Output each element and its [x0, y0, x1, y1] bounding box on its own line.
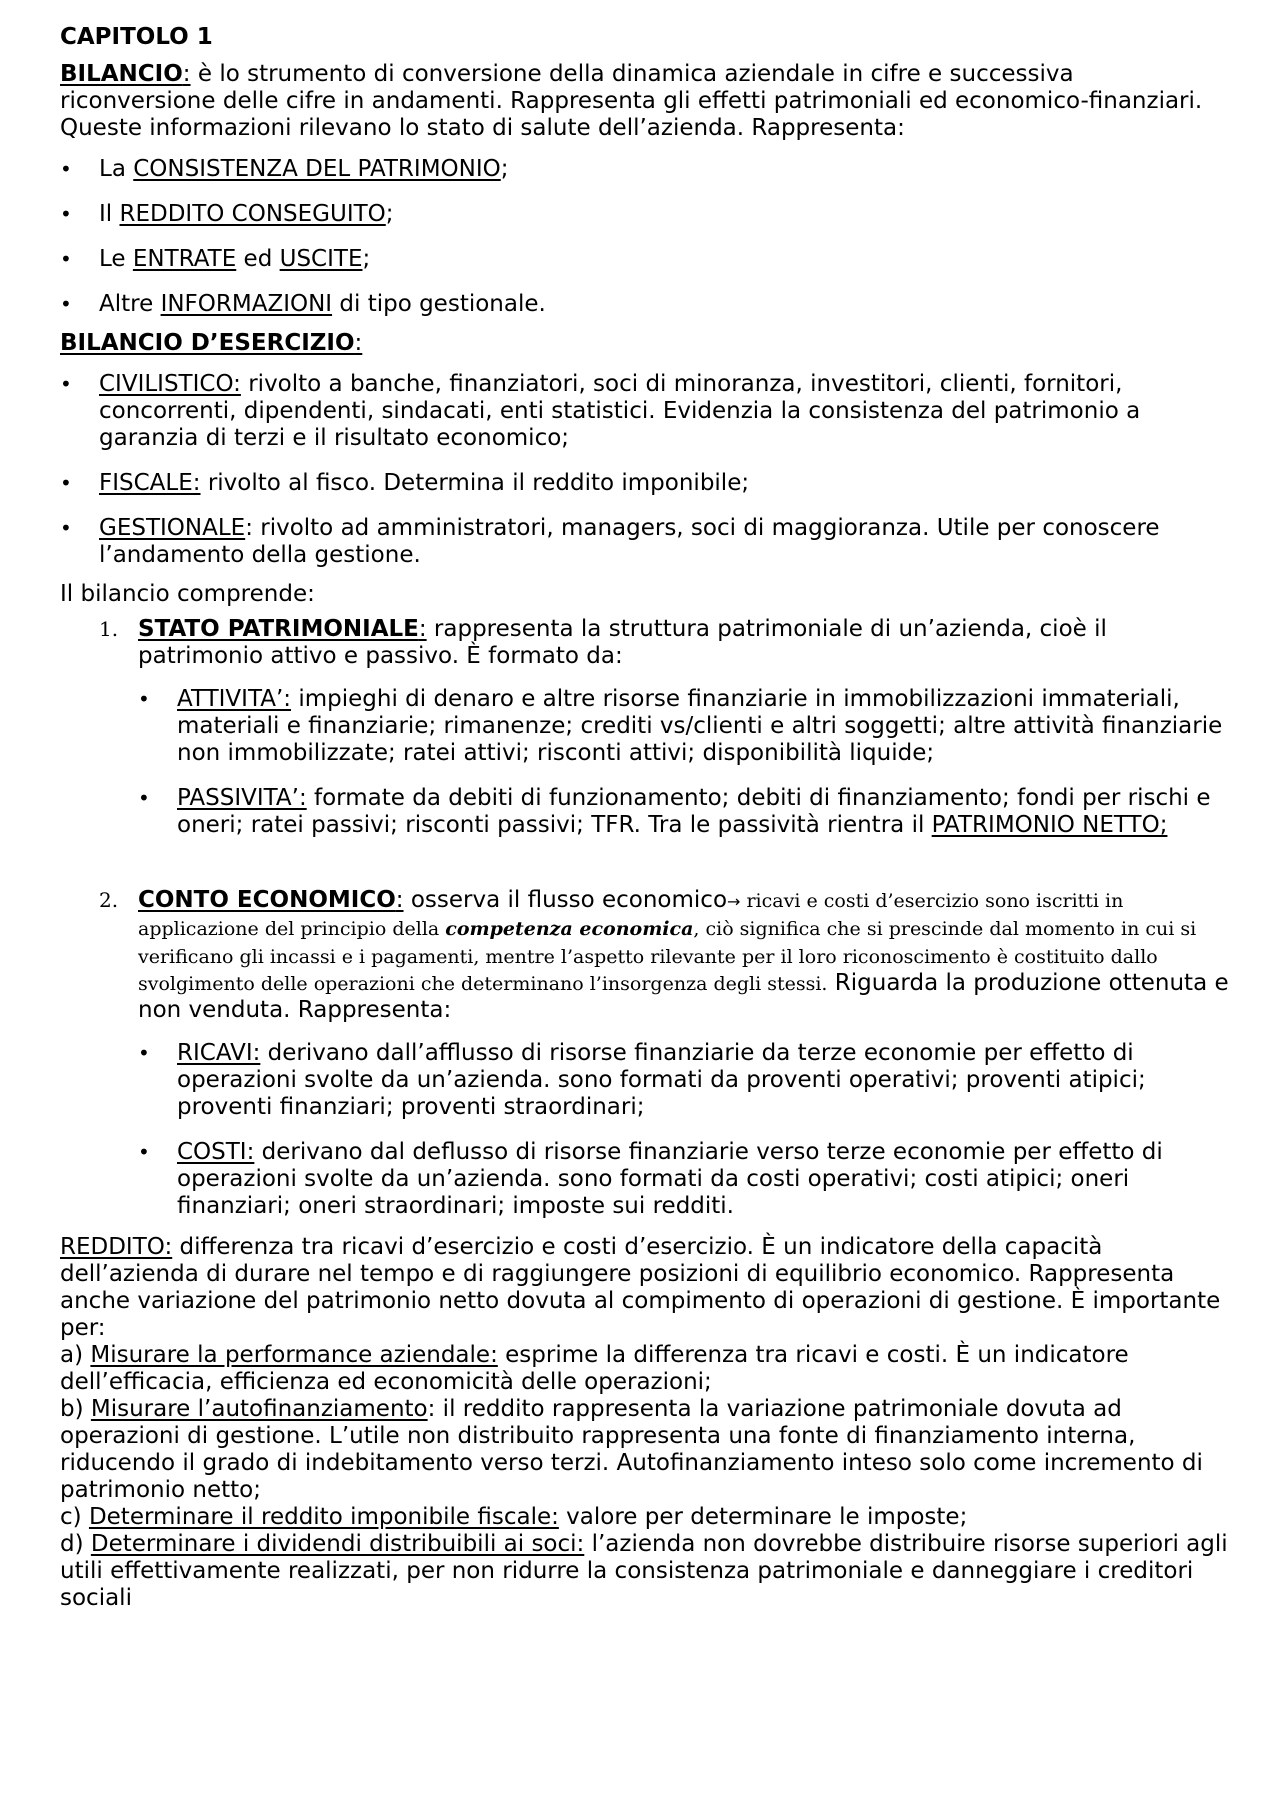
reddito-point-c: c) Determinare il reddito imponibile fiscale: valore per determinare le imposte; [60, 1504, 968, 1530]
list-item: • GESTIONALE: rivolto ad amministratori, managers, soci di maggioranza. Utile per conoscere l’andamento della gestione. [60, 515, 1230, 569]
conto-economico-item: 2. CONTO ECONOMICO: osserva il flusso economico→ ricavi e costi d’esercizio sono iscritti in applicazione del principio della competenza economica, ciò significa che si prescinde dal momento in cui si verificano gli incassi e i pagamenti, mentre l’aspetto rilevante per il loro riconoscimento è costituito dallo svolgimento delle operazioni che determinano l’insorgenza degli stessi. Riguarda la produzione ottenuta e non venduta. Rappresenta: • RICAVI: derivano dall’afflusso di risorse finanziarie da terze economie per effetto di operazioni svolte da un’azienda. sono formati da proventi operativi; proventi atipici; proventi finanziari; proventi straordinari; • COSTI: derivano dal deflusso di risorse finanziarie verso terze economie per effetto di operazioni svolte da un’azienda. sono formati da costi operativi; costi atipici; oneri finanziari; oneri straordinari; imposte sui redditi. [99, 887, 1230, 1220]
bilancio-definition: BILANCIO: è lo strumento di conversione della dinamica aziendale in cifre e successiva riconversione delle cifre in andamenti. Rappresenta gli effetti patrimoniali ed economico-finanziari. Queste informazioni rilevano lo stato di salute dell’azienda. Rappresenta: [60, 61, 1203, 141]
list-item: • ATTIVITA’: impieghi di denaro e altre risorse finanziarie in immobilizzazioni immateriali, materiali e finanziarie; rimanenze; crediti vs/clienti e altri soggetti; altre attività finanziarie non immobilizzate; ratei attivi; risconti attivi; disponibilità liquide; [138, 686, 1230, 767]
list-item: • RICAVI: derivano dall’afflusso di risorse finanziarie da terze economie per effetto di operazioni svolte da un’azienda. sono formati da proventi operativi; proventi atipici; proventi finanziari; proventi straordinari; [138, 1040, 1230, 1121]
esercizio-heading: BILANCIO D’ESERCIZIO: [60, 330, 363, 356]
list-item: • Altre INFORMAZIONI di tipo gestionale. [60, 291, 1230, 318]
reddito-point-b: b) Misurare l’autofinanziamento: il reddito rappresenta la variazione patrimoniale dovuta ad operazioni di gestione. L’utile non distribuito rappresenta una fonte di finanziamento interna, riducendo il grado di indebitamento verso terzi. Autofinanziamento inteso solo come incremento di patrimonio netto; [60, 1396, 1203, 1503]
bilancio-parts-list [60, 616, 1230, 1220]
document-page [60, 24, 1230, 1612]
reddito-point-a: a) Misurare la performance aziendale: esprime la differenza tra ricavi e costi. È un indicatore dell’efficacia, efficienza ed economicità delle operazioni; [60, 1342, 1129, 1395]
arrow-icon: → [727, 892, 741, 911]
list-item: • Il REDDITO CONSEGUITO; [60, 201, 1230, 228]
list-item: • CIVILISTICO: rivolto a banche, finanziatori, soci di minoranza, investitori, clienti, fornitori, concorrenti, dipendenti, sindacati, enti statistici. Evidenzia la consistenza del patrimonio a garanzia di terzi e il risultato economico; [60, 371, 1230, 452]
bilancio-term: BILANCIO [60, 61, 183, 87]
list-item: • Le ENTRATE ed USCITE; [60, 246, 1230, 273]
comprende-text: Il bilancio comprende: [60, 581, 315, 607]
stato-patrimoniale-item: 1. STATO PATRIMONIALE: rappresenta la struttura patrimoniale di un’azienda, cioè il patrimonio attivo e passivo. È formato da: • ATTIVITA’: impieghi di denaro e altre risorse finanziarie in immobilizzazioni immateriali, materiali e finanziarie; rimanenze; crediti vs/clienti e altri soggetti; altre attività finanziarie non immobilizzate; ratei attivi; risconti attivi; disponibilità liquide; • PASSIVITA’: formate da debiti di funzionamento; debiti di finanziamento; fondi per rischi e oneri; ratei passivi; risconti passivi; TFR. Tra le passività rientra il PATRIMONIO NETTO; [99, 616, 1230, 839]
list-item: • PASSIVITA’: formate da debiti di funzionamento; debiti di finanziamento; fondi per rischi e oneri; ratei passivi; risconti passivi; TFR. Tra le passività rientra il PATRIMONIO NETTO; [138, 785, 1230, 839]
list-item: • FISCALE: rivolto al fisco. Determina il reddito imponibile; [60, 470, 1230, 497]
esercizio-list [60, 371, 1230, 569]
conto-list [138, 1040, 1230, 1220]
chapter-title: CAPITOLO 1 [60, 24, 213, 50]
list-item: • COSTI: derivano dal deflusso di risorse finanziarie verso terze economie per effetto di operazioni svolte da un’azienda. sono formati da costi operativi; costi atipici; oneri finanziari; oneri straordinari; imposte sui redditi. [138, 1139, 1230, 1220]
bilancio-list [60, 156, 1230, 318]
reddito-definition: REDDITO: differenza tra ricavi d’esercizio e costi d’esercizio. È un indicatore della capacità dell’azienda di durare nel tempo e di raggiungere posizioni di equilibrio economico. Rappresenta anche variazione del patrimonio netto dovuta al compimento di operazioni di gestione. È importante per: [60, 1234, 1221, 1341]
reddito-point-d: d) Determinare i dividendi distribuibili ai soci: l’azienda non dovrebbe distribuire risorse superiori agli utili effettivamente realizzati, per non ridurre la consistenza patrimoniale e danneggiare i creditori sociali [60, 1531, 1228, 1611]
stato-list [138, 686, 1230, 839]
list-item: • La CONSISTENZA DEL PATRIMONIO; [60, 156, 1230, 183]
